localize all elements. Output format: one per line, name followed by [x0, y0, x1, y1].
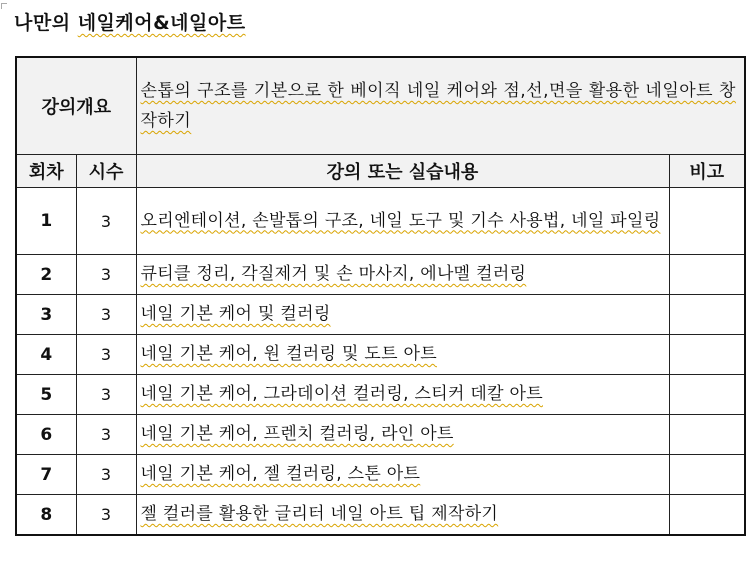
header-content: 강의 또는 실습내용 — [136, 155, 669, 188]
note-cell — [669, 188, 745, 255]
note-cell — [669, 295, 745, 335]
hours-cell: 3 — [76, 188, 136, 255]
overview-label: 강의개요 — [16, 57, 136, 155]
title-plain: 나만의 — [14, 12, 78, 34]
note-cell — [669, 415, 745, 455]
header-hours: 시수 — [76, 155, 136, 188]
table-row — [16, 255, 745, 295]
table-row — [16, 415, 745, 455]
hours-cell: 3 — [76, 495, 136, 536]
content-cell — [136, 295, 669, 335]
session-cell: 5 — [16, 375, 76, 415]
content-text: 네일 기본 케어, 그라데이션 컬러링, 스티커 데칼 아트 — [140, 384, 543, 404]
hours-cell: 3 — [76, 375, 136, 415]
note-cell — [669, 335, 745, 375]
hours-cell: 3 — [76, 455, 136, 495]
session-cell: 1 — [16, 188, 76, 255]
note-cell — [669, 255, 745, 295]
table-row — [16, 335, 745, 375]
note-cell — [669, 455, 745, 495]
note-cell — [669, 375, 745, 415]
table-row — [16, 455, 745, 495]
table-row — [16, 295, 745, 335]
course-table — [15, 56, 746, 536]
session-cell: 3 — [16, 295, 76, 335]
content-cell — [136, 415, 669, 455]
overview-text — [136, 57, 745, 155]
title-marked: 네일케어&네일아트 — [77, 12, 246, 34]
content-text: 젤 컬러를 활용한 글리터 네일 아트 팁 제작하기 — [140, 504, 499, 524]
page-corner-mark — [1, 3, 7, 9]
session-cell: 4 — [16, 335, 76, 375]
overview-text-content: 손톱의 구조를 기본으로 한 베이직 네일 케어와 점,선,면을 활용한 네일아트 창작하기 — [140, 81, 736, 131]
hours-cell: 3 — [76, 255, 136, 295]
content-text: 네일 기본 케어, 젤 컬러링, 스톤 아트 — [140, 464, 421, 484]
note-cell — [669, 495, 745, 536]
hours-cell: 3 — [76, 415, 136, 455]
content-text: 네일 기본 케어, 프렌치 컬러링, 라인 아트 — [140, 424, 454, 444]
content-cell — [136, 375, 669, 415]
header-note: 비고 — [669, 155, 745, 188]
table-row — [16, 375, 745, 415]
session-cell: 6 — [16, 415, 76, 455]
content-text: 큐티클 정리, 각질제거 및 손 마사지, 에나멜 컬러링 — [140, 264, 527, 284]
content-cell — [136, 495, 669, 536]
session-cell: 8 — [16, 495, 76, 536]
content-text: 네일 기본 케어, 원 컬러링 및 도트 아트 — [140, 344, 437, 364]
overview-row — [16, 57, 745, 155]
content-text: 오리엔테이션, 손발톱의 구조, 네일 도구 및 기수 사용법, 네일 파일링 — [140, 210, 661, 231]
header-session: 회차 — [16, 155, 76, 188]
content-cell — [136, 455, 669, 495]
hours-cell: 3 — [76, 335, 136, 375]
content-cell — [136, 255, 669, 295]
content-cell — [136, 335, 669, 375]
content-text: 네일 기본 케어 및 컬러링 — [140, 304, 331, 324]
session-cell: 2 — [16, 255, 76, 295]
hours-cell: 3 — [76, 295, 136, 335]
header-row — [16, 155, 745, 188]
table-row — [16, 495, 745, 536]
content-cell — [136, 188, 669, 255]
document-title — [14, 8, 246, 35]
session-cell: 7 — [16, 455, 76, 495]
table-row — [16, 188, 745, 255]
